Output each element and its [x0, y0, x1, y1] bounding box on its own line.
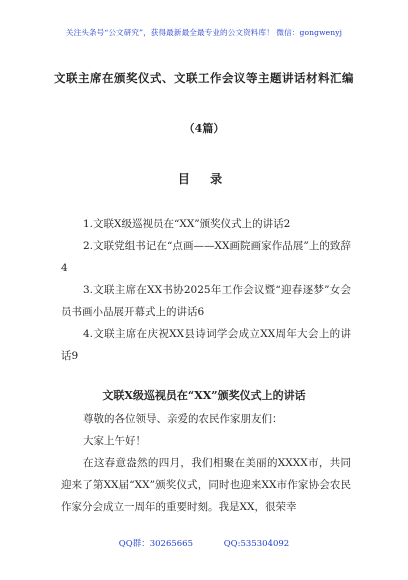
document-count: （4篇）	[183, 122, 225, 135]
footer-contact	[0, 537, 408, 549]
paragraph-opening: 在这春意盎然的四月，我们相聚在美丽的XXXX市，共同迎来了第XX届“XX”颁奖仪式，同时也迎来XX市作家协会农民作家分会成立一周年的重要时刻。我是XX，很荣幸	[61, 457, 351, 513]
paragraph-greeting: 大家上午好！	[83, 435, 146, 447]
speech-body	[61, 408, 351, 518]
toc-item-4[interactable]: 4.文联主席在庆祝XX县诗词学会成立XX周年大会上的讲话9	[61, 328, 351, 362]
footer-qq-group: QQ群：30265665	[118, 539, 193, 549]
toc-item-3[interactable]: 3.文联主席在XX书协2025年工作会议暨“迎春逐梦”女会员书画小品展开幕式上的讲话6	[61, 284, 351, 318]
toc-heading: 目 录	[177, 172, 231, 186]
document-title: 文联主席在颁奖仪式、文联工作会议等主题讲话材料汇编	[54, 71, 354, 85]
footer-qq: QQ:535304092	[223, 539, 290, 549]
section-title: 文联X级巡视员在“XX”颁奖仪式上的讲话	[102, 389, 306, 402]
paragraph-salutation: 尊敬的各位领导、亲爱的农民作家朋友们：	[83, 413, 283, 425]
toc-item-1[interactable]: 1.文联X级巡视员在“XX”颁奖仪式上的讲话2	[83, 218, 291, 230]
table-of-contents	[61, 213, 351, 367]
header-note: 关注头条号“公文研究”，获得最新最全最专业的公文资料库！ 微信：gongwenyj	[65, 28, 343, 37]
toc-item-2[interactable]: 2.文联党组书记在“点画——XX画院画家作品展”上的致辞4	[61, 240, 351, 274]
